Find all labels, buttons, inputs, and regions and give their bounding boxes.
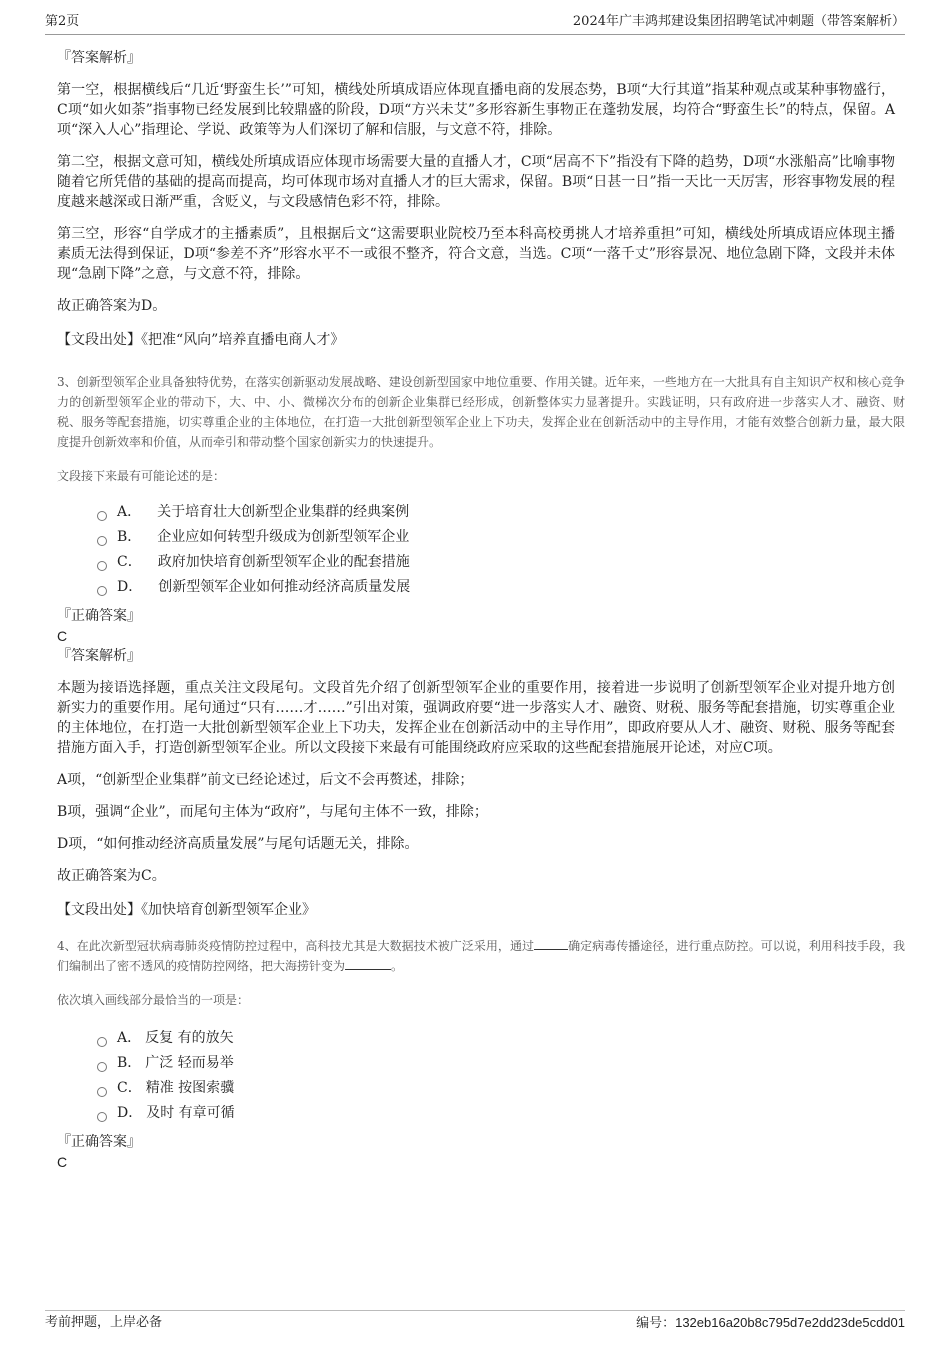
question-stem: 4、在此次新型冠状病毒肺炎疫情防控过程中，高科技尤其是大数据技术被广泛采用，通过 确定病毒传播途径，进行重点防控。可以说，利用科技手段，我们编制出了密不透风的疫情防控网络，把大海捞针变为 。: [57, 939, 905, 973]
radio-icon[interactable]: [97, 1112, 107, 1122]
radio-icon[interactable]: [97, 561, 107, 571]
option-c[interactable]: C． 精准 按图索骥: [97, 1076, 905, 1101]
blank-line: [534, 937, 568, 950]
correct-answer: C: [57, 628, 68, 644]
passage-source: 【文段出处】《把准“风向”培养直播电商人才》: [57, 332, 345, 348]
analysis-label: 『答案解析』: [57, 50, 141, 66]
question-stem: 3、创新型领军企业具备独特优势，在落实创新驱动发展战略、建设创新型国家中地位重要、作用关键。近年来，一些地方在一大批具有自主知识产权和核心竞争力的创新型领军企业的带动下，大、中、小、微梯次分布的创新企业集群已经形成，创新整体实力显著提升。实践证明，只有政府进一步落实人才、融资、财税、服务等配套措施，切实尊重企业的主体地位，在打造一大批创新型领军企业上下功夫，发挥企业在创新活动中的主导作用，才能有效整合创新力量，最大限度提升创新效率和价值，从而牵引和带动整个国家创新实力的快速提升。: [57, 375, 905, 449]
question-prompt: 文段接下来最有可能论述的是：: [57, 469, 226, 483]
analysis-paragraph: 第三空，形容“自学成才的主播素质”，且根据后文“这需要职业院校乃至本科高校勇挑人才培养重担”可知，横线处所填成语应体现主播素质无法得到保证，D项“参差不齐”形容水平不一或很不整齐，符合文意，当选。C项“一落千丈”形容景况、地位急剧下降，文段并未体现“急剧下降”之意，与文意不符，排除。: [57, 226, 895, 282]
analysis-paragraph: 故正确答案为D。: [57, 298, 167, 314]
page-footer: [45, 1310, 905, 1335]
option-d[interactable]: D． 及时 有章可循: [97, 1101, 905, 1126]
analysis-label: 『答案解析』: [57, 648, 141, 664]
option-c[interactable]: C． 政府加快培育创新型领军企业的配套措施: [97, 550, 905, 575]
radio-icon[interactable]: [97, 1087, 107, 1097]
analysis-paragraph: 第二空，根据文意可知，横线处所填成语应体现市场需要大量的直播人才，C项“居高不下”指没有下降的趋势，D项“水涨船高”比喻事物随着它所凭借的基础的提高而提高，均可体现市场对直播人才的巨大需求，保留。B项“日甚一日”指一天比一天厉害，形容事物发展的程度越来越深或日渐严重，含贬义，与文段感情色彩不符，排除。: [57, 154, 895, 210]
document-title: 2024年广丰鸿邦建设集团招聘笔试冲刺题（带答案解析）: [572, 14, 905, 29]
correct-answer-label: 『正确答案』: [57, 608, 141, 624]
correct-answer-label: 『正确答案』: [57, 1134, 141, 1150]
radio-icon[interactable]: [97, 511, 107, 521]
option-a[interactable]: A． 关于培育壮大创新型企业集群的经典案例: [97, 500, 905, 525]
passage-source: 【文段出处】《加快培育创新型领军企业》: [57, 902, 316, 918]
analysis-paragraph: A项，“创新型企业集群”前文已经论述过，后文不会再赘述，排除；: [57, 772, 474, 788]
footer-slogan: 考前押题，上岸必备: [45, 1315, 163, 1330]
option-list: [97, 1026, 905, 1126]
question-prompt: 依次填入画线部分最恰当的一项是：: [57, 993, 250, 1007]
option-list: [97, 500, 905, 600]
analysis-paragraph: 第一空，根据横线后“几近‘野蛮生长’”可知，横线处所填成语应体现直播电商的发展态势，B项“大行其道”指某种观点或某种事物盛行，C项“如火如荼”指事物已经发展到比较鼎盛的阶段，D项“方兴未艾”多形容新生事物正在蓬勃发展，均符合“野蛮生长”的特点，保留。A项“深入人心”指理论、学说、政策等为人们深切了解和信服，与文意不符，排除。: [57, 82, 895, 138]
analysis-paragraph: 故正确答案为C。: [57, 868, 166, 884]
analysis-paragraph: D项，“如何推动经济高质量发展”与尾句话题无关，排除。: [57, 836, 419, 852]
radio-icon[interactable]: [97, 586, 107, 596]
page-number: 第2页: [45, 14, 80, 29]
correct-answer: C: [57, 1154, 68, 1170]
page-header: [45, 12, 905, 35]
analysis-paragraph: 本题为接语选择题，重点关注文段尾句。文段首先介绍了创新型领军企业的重要作用，接着进一步说明了创新型领军企业对提升地方创新实力的重要作用。尾句通过“只有……才……”引出对策，强调政府要“进一步落实人才、融资、财税、服务等配套措施，切实尊重企业的主体地位，在打造一大批创新型领军企业上下功夫，发挥企业在创新活动中的主导作用”，即政府要从人才、融资、财税、服务等配套措施方面入手，打造创新型领军企业。所以文段接下来最有可能围绕政府应采取的这些配套措施展开论述，对应C项。: [57, 680, 895, 756]
radio-icon[interactable]: [97, 1037, 107, 1047]
option-b[interactable]: B． 广泛 轻而易举: [97, 1051, 905, 1076]
blank-line: [345, 957, 391, 970]
analysis-paragraph: B项，强调“企业”，而尾句主体为“政府”，与尾句主体不一致，排除；: [57, 804, 488, 820]
option-a[interactable]: A． 反复 有的放矢: [97, 1026, 905, 1051]
radio-icon[interactable]: [97, 536, 107, 546]
radio-icon[interactable]: [97, 1062, 107, 1072]
option-b[interactable]: B． 企业应如何转型升级成为创新型领军企业: [97, 525, 905, 550]
document-body: [45, 46, 905, 1172]
document-code: 编号：132eb16a20b8c795d7e2dd23de5cdd01: [636, 1315, 905, 1331]
option-d[interactable]: D． 创新型领军企业如何推动经济高质量发展: [97, 575, 905, 600]
